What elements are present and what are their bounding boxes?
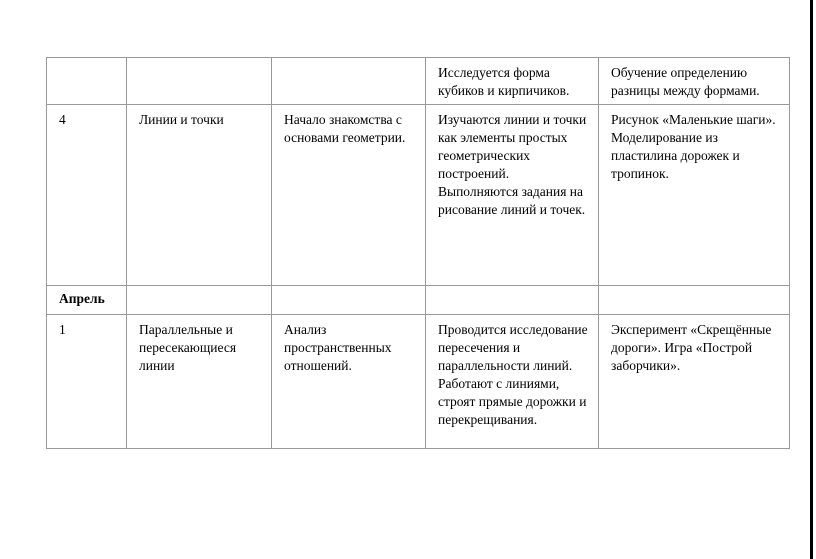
cell-topic: Линии и точки	[127, 105, 272, 286]
empty-cell	[272, 286, 426, 315]
cell-content: Проводится исследование пересечения и параллельности линий. Работают с линиями, строят прямые дорожки и перекрещивания.	[426, 315, 599, 449]
cell-goal	[272, 58, 426, 105]
empty-cell	[599, 286, 790, 315]
cell-content: Изучаются линии и точки как элементы простых геометрических построений. Выполняются задания на рисование линий и точек.	[426, 105, 599, 286]
cell-goal: Анализ пространственных отношений.	[272, 315, 426, 449]
cell-activity: Рисунок «Маленькие шаги». Моделирование из пластилина дорожек и тропинок.	[599, 105, 790, 286]
empty-cell	[426, 286, 599, 315]
table-row	[47, 315, 790, 449]
empty-cell	[127, 286, 272, 315]
table-row	[47, 105, 790, 286]
lesson-plan-table	[46, 57, 790, 449]
cell-content: Исследуется форма кубиков и кирпичиков.	[426, 58, 599, 105]
month-label: Апрель	[47, 286, 127, 315]
cell-activity: Обучение определению разницы между формами.	[599, 58, 790, 105]
cell-number	[47, 58, 127, 105]
cell-number: 1	[47, 315, 127, 449]
cell-topic: Параллельные и пересекающиеся линии	[127, 315, 272, 449]
month-row	[47, 286, 790, 315]
cell-goal: Начало знакомства с основами геометрии.	[272, 105, 426, 286]
page-edge-rule	[810, 0, 813, 559]
table-row	[47, 58, 790, 105]
cell-activity: Эксперимент «Скрещённые дороги». Игра «Построй заборчики».	[599, 315, 790, 449]
cell-number: 4	[47, 105, 127, 286]
cell-topic	[127, 58, 272, 105]
